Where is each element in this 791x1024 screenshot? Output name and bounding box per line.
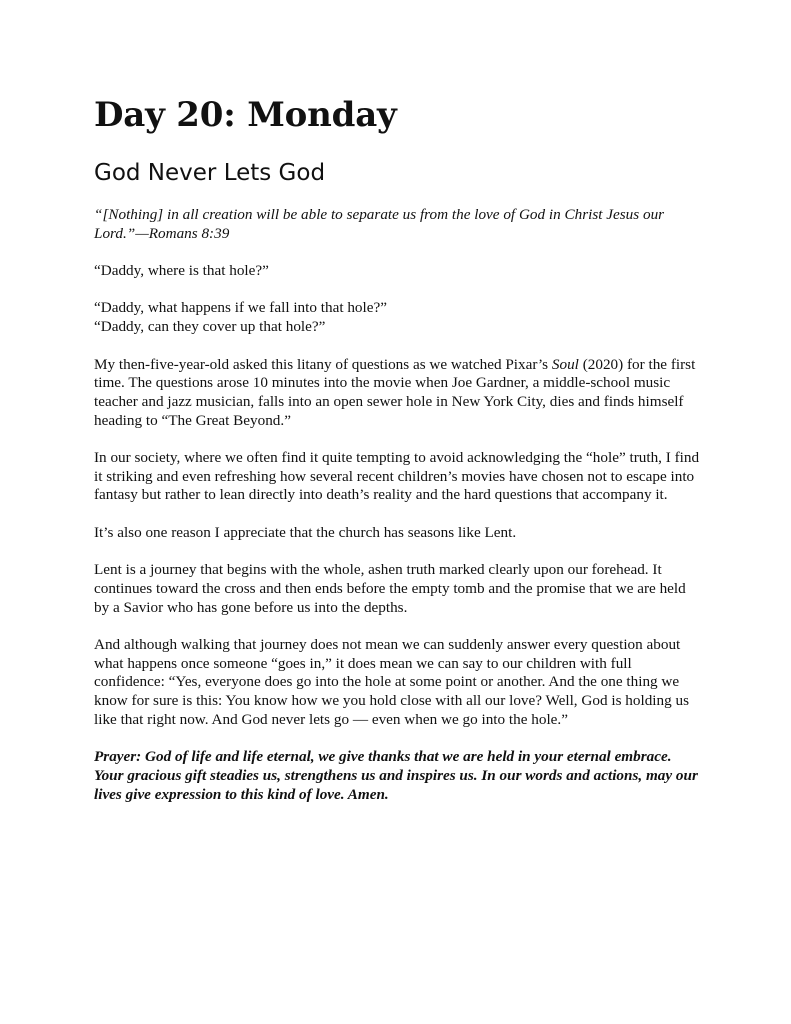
page-title: Day 20: Monday — [94, 95, 397, 135]
child-question-1: “Daddy, where is that hole?” — [94, 262, 269, 280]
child-question-2: “Daddy, what happens if we fall into that hole?” — [94, 299, 387, 317]
prayer-text: Prayer: God of life and life eternal, we give thanks that we are held in your eternal embrace. Your gracious gift steadies us, strengthens us and inspires us. In our words and actions, may our lives give expression to this kind of love. Amen. — [94, 748, 698, 803]
paragraph-society: In our society, where we often find it quite tempting to avoid acknowledging the “hole” truth, I find it striking and even refreshing how several recent children’s movies have chosen not to escape into fantasy but rather to lean directly into death’s reality and the hard questions that accompany it. — [94, 449, 700, 504]
paragraph-soul-movie-rest: (2020) for the first time. The questions arose 10 minutes into the movie when Joe Gardner, a middle-school music teacher and jazz musician, falls into an open sewer hole in New York City, dies and finds himself heading to “The Great Beyond.” — [94, 355, 696, 429]
paragraph-confidence: And although walking that journey does not mean we can suddenly answer every question about what happens once someone “goes in,” it does mean we can say to our children with full confidence: “Yes, everyone does go into the hole at some point or another. And the one thing we know for sure is this: You know how we you hold close with all our love? Well, God is holding us like that right now. And God never lets go — even when we go into the hole.” — [94, 636, 689, 728]
article-body — [94, 206, 704, 823]
page-subtitle: God Never Lets God — [94, 160, 326, 186]
child-questions-group — [94, 299, 704, 336]
movie-title: Soul — [551, 355, 579, 373]
scripture-quote: “[Nothing] in all creation will be able to separate us from the love of God in Christ Jesus our Lord.”—Romans 8:39 — [94, 206, 665, 242]
paragraph-lent-seasons: It’s also one reason I appreciate that the church has seasons like Lent. — [94, 523, 517, 541]
child-question-3: “Daddy, can they cover up that hole?” — [94, 318, 326, 336]
paragraph-lent-journey: Lent is a journey that begins with the whole, ashen truth marked clearly upon our forehead. It continues toward the cross and then ends before the empty tomb and the promise that we are held by a Savior who has gone before us into the depths. — [94, 561, 686, 616]
paragraph-soul-movie — [94, 356, 704, 431]
paragraph-soul-movie-intro: My then-five-year-old asked this litany of questions as we watched Pixar’s — [94, 355, 552, 373]
